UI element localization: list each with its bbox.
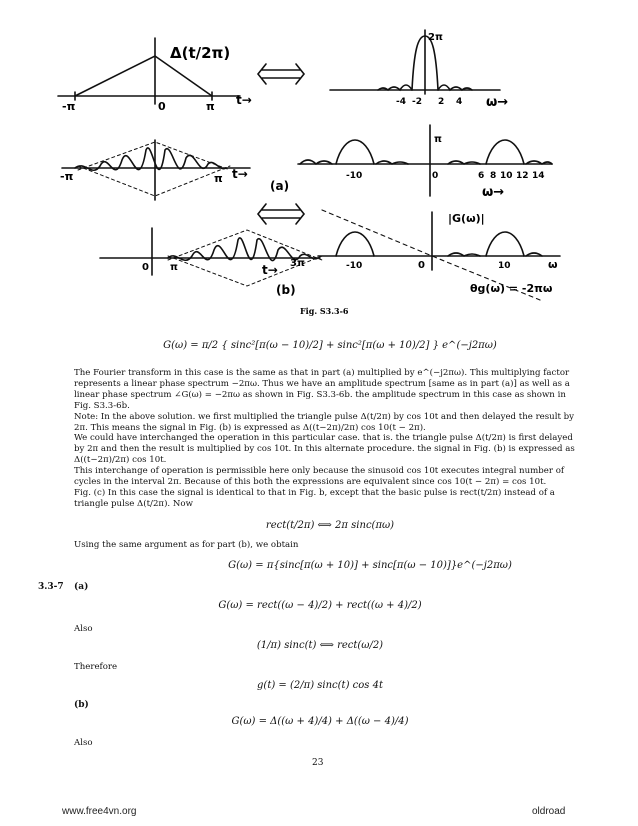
neg10-label-3: -10: [346, 261, 363, 271]
footer-author: oldroad: [532, 806, 566, 817]
pi-label-1: π: [206, 100, 215, 113]
footer-site-link[interactable]: www.free4vn.org: [62, 806, 137, 817]
w-axis-label-1: ω→: [486, 95, 509, 110]
ten-label-3: 10: [498, 261, 511, 271]
figure-caption: Fig. S3.3-6: [300, 306, 349, 316]
paragraph: We could have interchanged the operation in this particular case. that is. the triangle pulse Δ(t/2π) is first delayed by 2π and then the result is multiplied by cos 10t. In this alternate procedure. the signal in Fig. (b) is expressed as Δ((t−2π)/2π) cos 10t.: [74, 433, 575, 466]
neg10-label-2: -10: [346, 171, 363, 181]
pi-label-3: π: [170, 262, 178, 273]
tick-6: 6: [478, 171, 485, 181]
zero-label-1: 0: [158, 100, 166, 113]
tick-10: 10: [500, 171, 513, 181]
problem-number: 3.3-7: [38, 582, 64, 592]
paragraph: Fig. (c) In this case the signal is identical to that in Fig. b, except that the basic pulse is rect(t/2π) instead of a triangle pulse Δ(t/2π). Now: [74, 487, 555, 509]
zero-label-3: 0: [142, 262, 149, 273]
equation-g-t: g(t) = (2/π) sinc(t) cos 4t: [257, 680, 383, 691]
peak-label-1: 2π: [428, 32, 443, 43]
w-axis-label-2: ω→: [482, 185, 505, 200]
pi-label-2: π: [214, 172, 223, 185]
t-axis-label-2: t→: [232, 167, 248, 181]
paragraph: The Fourier transform in this case is the same as that in part (a) multiplied by e^(−j2πω). This multiplying factor represents a linear phase spectrum −2πω. Thus we have an amplitude spectrum [same as in part (a)] as well as a linear phase spectrum ∠G(ω) = −2πω as shown in Fig. S3.3-6b. the amplitude spectrum in this case as shown in Fig. S3.3-6b.: [74, 368, 570, 411]
delta-label: Δ(t/2π): [170, 44, 231, 62]
equation-g37a: G(ω) = rect((ω − 4)/2) + rect((ω + 4)/2): [218, 600, 422, 611]
three-pi-label: 3π: [290, 258, 305, 269]
neg-pi-label-2: -π: [60, 170, 74, 183]
figure-s3-3-6: [0, 0, 638, 320]
tick-4: 4: [456, 97, 463, 107]
explanation-block: [74, 368, 584, 510]
using-text: Using the same argument as for part (b), we obtain: [74, 540, 299, 550]
part-a: (a): [74, 582, 89, 592]
part-b: (b): [74, 700, 89, 710]
paragraph: Note: In the above solution. we first multiplied the triangle pulse Δ(t/2π) by cos 10t and then delayed the result by 2π. This means the signal in Fig. (b) is expressed as Δ((t−2π)/2π) cos 10(t − 2π).: [74, 411, 574, 433]
neg-pi-label-1: -π: [62, 100, 76, 113]
phase-label: θg(ω) = -2πω: [470, 282, 553, 295]
therefore-text: Therefore: [74, 662, 118, 672]
equation-rect-pair: rect(t/2π) ⟺ 2π sinc(πω): [265, 520, 395, 531]
equation-g-omega-a: G(ω) = π/2 { sinc²[π(ω − 10)/2] + sinc²[π(ω + 10)/2] } e^(−j2πω): [163, 340, 497, 351]
tick-14: 14: [532, 171, 545, 181]
also-text-2: Also: [74, 738, 93, 748]
mag-label: |G(ω)|: [448, 212, 485, 225]
tick-8: 8: [490, 171, 497, 181]
tick-neg4: -4: [396, 97, 406, 107]
paragraph: This interchange of operation is permissible here only because the sinusoid cos 10t executes integral number of cycles in the interval 2π. Because of this both the expressions are equivalent since cos 10(t − 2π) = cos 10t.: [74, 466, 565, 488]
tick-12: 12: [516, 171, 529, 181]
page-number: 23: [312, 758, 324, 768]
equation-g37b: G(ω) = Δ((ω + 4)/4) + Δ((ω − 4)/4): [231, 716, 409, 727]
zero-label-3b: 0: [418, 260, 425, 271]
w-label-3: ω: [548, 258, 558, 271]
peak-label-2: π: [434, 134, 442, 145]
part-b-label: (b): [276, 283, 296, 297]
also-text-1: Also: [74, 624, 93, 634]
equation-g-omega-b: G(ω) = π{sinc[π(ω + 10)] + sinc[π(ω − 10)]}e^(−j2πω): [228, 560, 512, 571]
tick-neg2: -2: [412, 97, 422, 107]
t-axis-label-3: t→: [262, 263, 278, 277]
zero-label-2: 0: [432, 171, 439, 181]
tick-2: 2: [438, 97, 445, 107]
equation-sinc-pair: (1/π) sinc(t) ⟺ rect(ω/2): [256, 640, 384, 651]
t-axis-label-1: t→: [236, 93, 252, 107]
part-a-label: (a): [270, 179, 290, 193]
